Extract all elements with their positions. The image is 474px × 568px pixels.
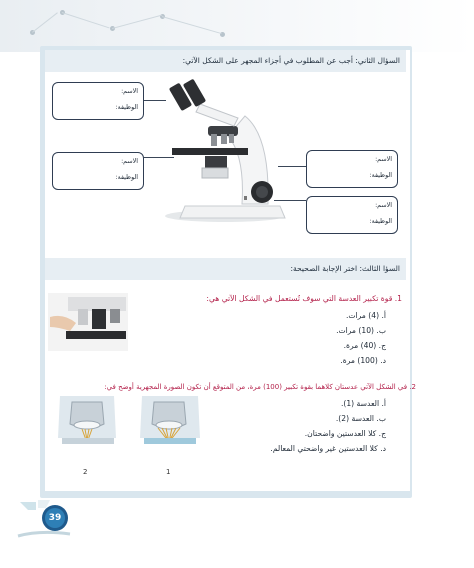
pointer-line	[144, 157, 174, 158]
question-3-item-1-stem: 1. قوة تكبير العدسة التي سوف تُستعمل في الشكل الآتي هي:	[206, 294, 402, 303]
pointer-line	[274, 200, 306, 201]
function-label: الوظيفة:	[369, 218, 392, 225]
two-lenses-figure	[58, 394, 208, 460]
label-box-knob[interactable]	[306, 196, 398, 234]
question-3-header: السؤا الثالث: اختر الإجابة الصحيحة:	[45, 258, 406, 280]
function-label: الوظيفة:	[115, 174, 138, 181]
name-label: الاسم:	[121, 158, 138, 165]
lens-1-illustration	[140, 396, 200, 444]
network-line	[32, 12, 58, 32]
question-3-item-2-stem: 2. في الشكل الآتي عدستان كلاهما بقوة تكبير (100) مرة، من المتوقع أن تكون الصورة المجهرية أوضح في:	[104, 383, 416, 391]
answer-option-d[interactable]: د. كلا العدستين غير واضحتي المعالم.	[270, 444, 386, 453]
answer-option-c[interactable]: ج. كلا العدستين واضحتان.	[304, 429, 386, 438]
answer-option-c[interactable]: ج. (40) مرة.	[343, 341, 386, 350]
name-label: الاسم:	[375, 202, 392, 209]
answer-option-b[interactable]: ب. العدسة (2).	[335, 414, 386, 423]
pointer-line	[144, 100, 166, 101]
question-2-header: السؤال الثاني: أجب عن المطلوب في أجزاء المجهر على الشكل الآتي:	[45, 50, 406, 72]
figure-label-1: 1	[166, 468, 171, 476]
label-box-objective[interactable]	[306, 150, 398, 188]
name-label: الاسم:	[375, 156, 392, 163]
label-box-stage[interactable]	[52, 152, 144, 190]
network-line	[112, 15, 162, 29]
label-box-eyepiece[interactable]	[52, 82, 144, 120]
network-line	[62, 12, 110, 28]
answer-option-b[interactable]: ب. (10) مرات.	[336, 326, 386, 335]
function-label: الوظيفة:	[115, 104, 138, 111]
answer-option-d[interactable]: د. (100) مرة.	[340, 356, 386, 365]
figure-label-2: 2	[83, 468, 88, 476]
objective-lens-photo	[48, 293, 128, 351]
page-number: 39	[48, 513, 62, 523]
answer-option-a[interactable]: أ. (4) مرات.	[345, 311, 386, 320]
lens-2-illustration	[58, 396, 116, 444]
page-number-badge	[10, 496, 100, 556]
function-label: الوظيفة:	[369, 172, 392, 179]
pointer-line	[278, 166, 306, 167]
network-line	[162, 16, 222, 34]
answer-option-a[interactable]: أ. العدسة (1).	[340, 399, 386, 408]
microscope-image	[150, 76, 300, 226]
name-label: الاسم:	[121, 88, 138, 95]
decorative-header-band	[0, 0, 474, 52]
